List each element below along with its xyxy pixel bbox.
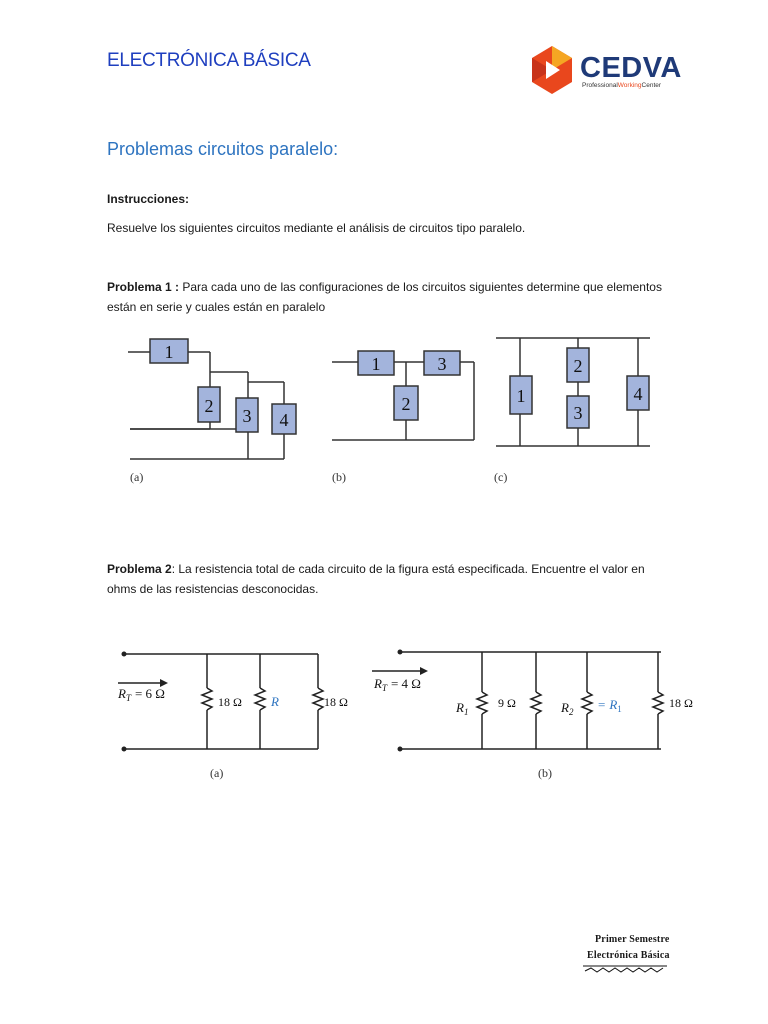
element-label-a3: 3 xyxy=(242,406,252,426)
problem-2-text: : La resistencia total de cada circuito de la figura está especificada. Encuentre el valor en ohms de las resistencias desconocidas. xyxy=(107,562,645,596)
figure-caption-a: (a) xyxy=(130,470,144,484)
element-label-c4: 4 xyxy=(633,384,643,404)
element-label-c2: 2 xyxy=(573,356,583,376)
element-label-c3: 3 xyxy=(573,403,583,423)
rt-label-a: $R_T = 6$ Ω xyxy=(118,686,165,703)
element-label-b2: 2 xyxy=(401,394,411,414)
logo-wordmark: CEDVA xyxy=(580,52,682,84)
element-label-b3: 3 xyxy=(437,354,447,374)
resistor-b2-value: 9 Ω xyxy=(498,696,516,710)
problem-1-label: Problema 1 : xyxy=(107,280,180,294)
problem-2-statement xyxy=(107,559,667,599)
footer-semester: Primer Semestre xyxy=(595,934,670,945)
element-label-c1: 1 xyxy=(516,386,526,406)
resistor-a3-value: 18 Ω xyxy=(324,695,348,709)
resistor-b3-label: $R_2$ xyxy=(561,700,574,717)
element-label-a4: 4 xyxy=(279,410,289,430)
element-label-a2: 2 xyxy=(204,396,214,416)
problem-2-label: Problema 2 xyxy=(107,562,172,576)
instructions-text: Resuelve los siguientes circuitos mediante el análisis de circuitos tipo paralelo. xyxy=(107,221,526,235)
instructions-heading: Instrucciones: xyxy=(107,192,190,206)
problem-1-figures xyxy=(120,330,680,490)
footer-wave-icon xyxy=(583,964,667,974)
problem-1-text: Para cada uno de las configuraciones de los circuitos siguientes determine que elementos están en serie y cuales están en paralelo xyxy=(107,280,662,314)
logo-tagline: ProfessionalWorkingCenter xyxy=(582,82,662,89)
resistor-b3-equals: = $R_1$ xyxy=(598,697,622,714)
footer-course: Electrónica Básica xyxy=(587,950,670,961)
problem-2-figures xyxy=(110,640,710,785)
rt-label-b: $R_T = 4$ Ω xyxy=(374,676,421,693)
figure-caption-2b: (b) xyxy=(538,766,552,780)
resistor-a2-value: R xyxy=(271,694,279,709)
header-title: ELECTRÓNICA BÁSICA xyxy=(107,50,311,71)
resistor-b4-value: 18 Ω xyxy=(669,696,693,710)
section-title: Problemas circuitos paralelo: xyxy=(107,139,339,159)
figure-caption-c: (c) xyxy=(494,470,508,484)
element-label-b1: 1 xyxy=(371,354,381,374)
figure-caption-b: (b) xyxy=(332,470,346,484)
element-label-a1: 1 xyxy=(164,342,174,362)
resistor-b1-label: $R_1$ xyxy=(456,700,469,717)
figure-caption-2a: (a) xyxy=(210,766,224,780)
resistor-a1-value: 18 Ω xyxy=(218,695,242,709)
problem-1-statement xyxy=(107,277,667,317)
